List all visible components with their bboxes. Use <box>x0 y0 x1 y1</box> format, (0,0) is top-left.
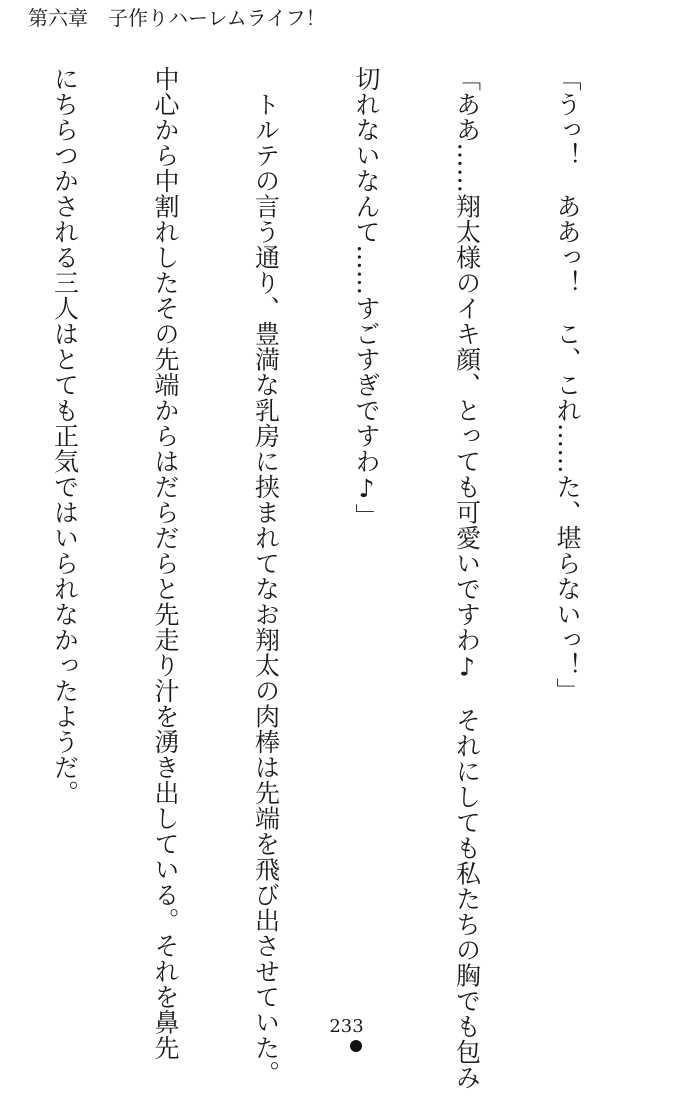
chapter-header: 第六章 子作りハーレムライフ！ <box>28 6 326 30</box>
text-column: 「うっ！ ああっ！ こ、これ……た、堪らないっ！」 <box>553 66 582 704</box>
page-number: 233 <box>329 1016 364 1037</box>
text-column: トルテの言う通り、豊満な乳房に挟まれてなお翔太の肉棒は先端を飛び出させていた。 <box>251 66 281 1086</box>
text-column: 中心から中割れしたその先端からはだらだらと先走り汁を湧き出している。それを鼻先 <box>151 66 180 1061</box>
text-column: 切れないなんて……すごすぎですわ♪」 <box>352 66 381 529</box>
text-column: 「ああ……翔太様のイキ顔、とっても可愛いですわ♪ それにしても私たちの胸でも包み <box>452 66 482 1090</box>
bullet-dot-icon <box>350 1040 362 1052</box>
text-column: にちらつかされる三人はとても正気ではいられなかったようだ。 <box>50 66 80 806</box>
